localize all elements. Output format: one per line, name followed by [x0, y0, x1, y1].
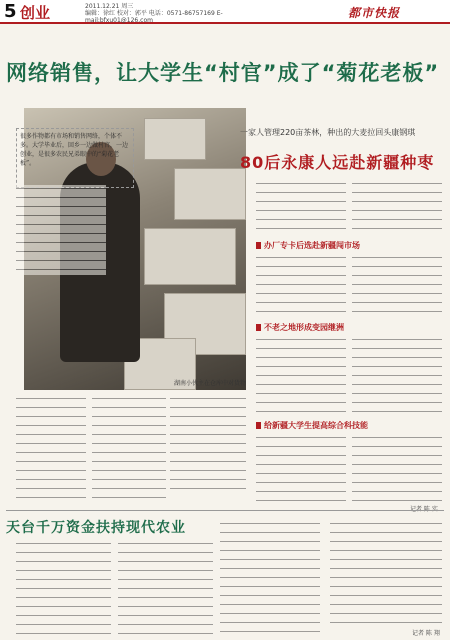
header-date: 2011.12.21 周三 — [85, 3, 134, 10]
right-column-g — [256, 434, 346, 502]
right-column-b — [352, 180, 442, 235]
lead-intro: 一家人管理220亩茶林，种出的大麦拉回头康钢琪 — [240, 128, 416, 137]
subhead-market-text: 办厂专卡后选赴新疆闯市场 — [264, 241, 360, 250]
bottom-byline: 记者 陈 翔 — [412, 630, 440, 637]
bottom-column-1 — [16, 540, 111, 635]
left-column-text — [16, 185, 106, 275]
story-divider — [6, 510, 444, 511]
header-contact: 编辑：徐红 校对：郭平 电话：0571-86757169 E-mail:bfxu01@126.com — [85, 10, 223, 24]
subhead-land-text: 不老之地形成变园继洲 — [264, 323, 344, 332]
section-title: 创业 — [20, 4, 51, 22]
lead-byline — [410, 504, 438, 513]
bottom-column-2 — [118, 540, 213, 635]
right-column-h — [352, 434, 442, 502]
subhead-training-text: 给新疆大学生提高综合科技能 — [264, 421, 368, 430]
right-column-e — [256, 336, 346, 416]
left-column-text-2 — [16, 395, 86, 500]
bottom-headline: 天台千万资金扶持现代农业 — [6, 520, 186, 536]
page-number: 5 — [4, 1, 17, 22]
lead-summary-box: 很多作物都有市场和销售网络，个体不多。大学毕业后，回乡一边做村官，一边创业，是很多农民兄弟眼中的“菊花老板”。 — [16, 128, 134, 188]
subhead-training — [256, 420, 368, 431]
header-meta — [85, 3, 285, 24]
middle-column-text-2 — [170, 395, 246, 495]
right-column-d — [352, 254, 442, 318]
lead-red-title: 80后永康人远赴新疆种枣 — [240, 153, 435, 172]
photo-caption: 湖南小伙主在仓库中对货物 — [173, 380, 246, 387]
right-column-a — [256, 180, 346, 235]
right-column-c — [256, 254, 346, 318]
right-column-f — [352, 336, 442, 416]
lead-headline: 网络销售，让大学生“村官”成了“菊花老板” — [6, 61, 440, 85]
subhead-land — [256, 322, 344, 333]
subhead-market — [256, 240, 360, 251]
masthead-logo: 都市快报 — [348, 6, 401, 20]
bottom-column-3 — [220, 520, 320, 635]
middle-column-text — [92, 395, 166, 500]
bottom-column-4 — [330, 520, 442, 625]
